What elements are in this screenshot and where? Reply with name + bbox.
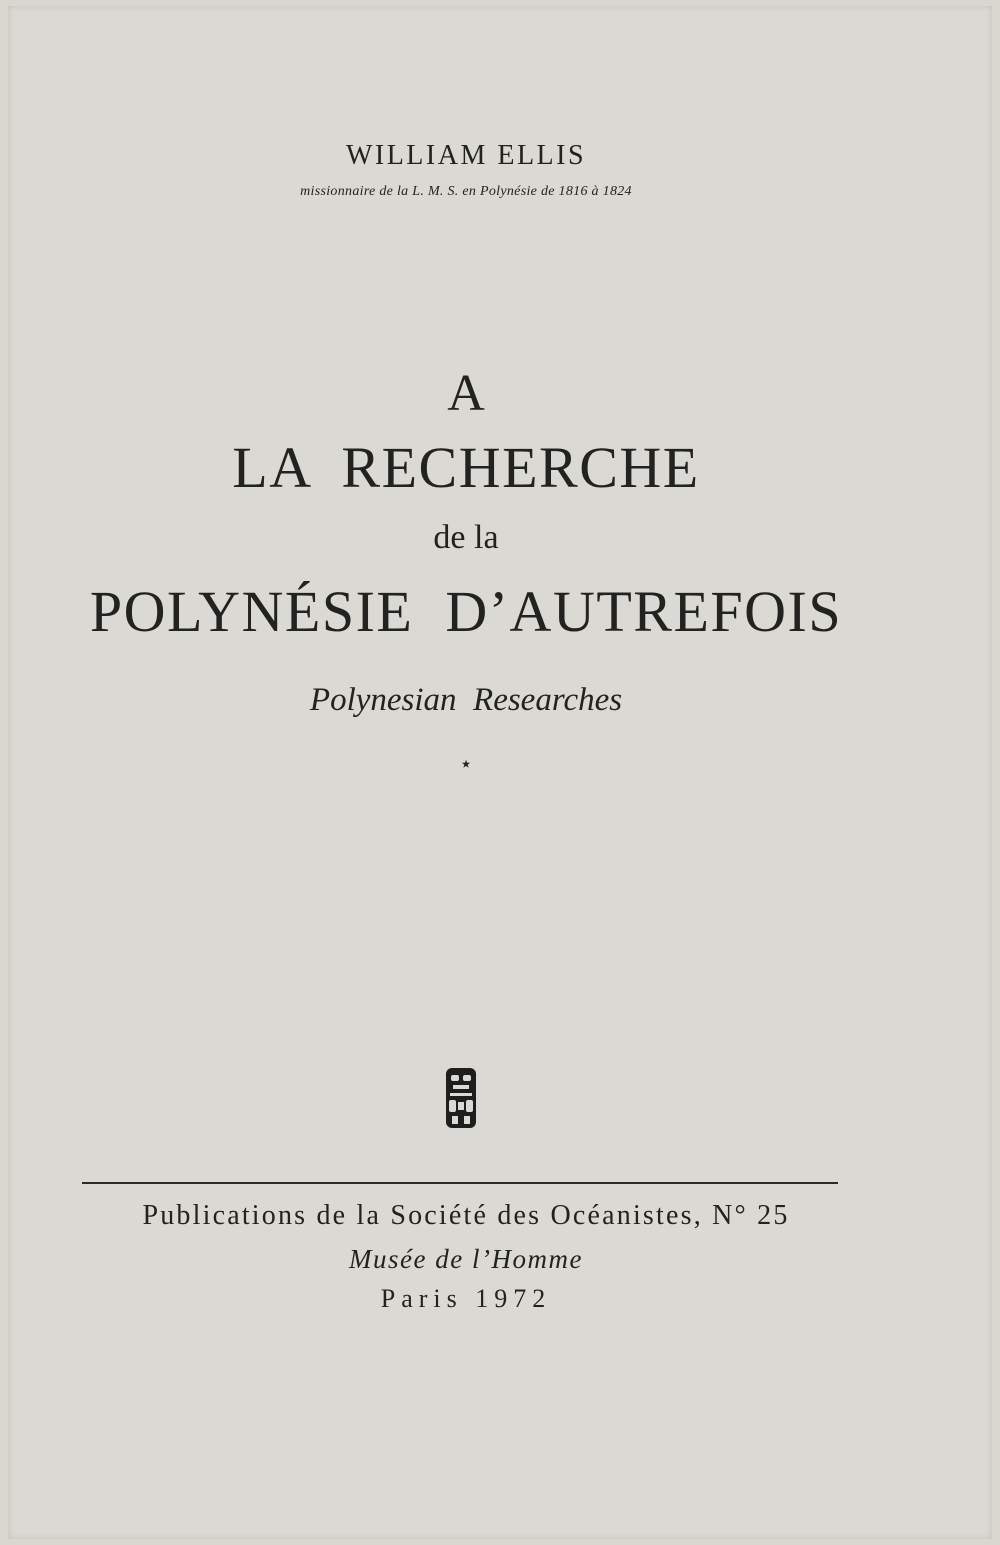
tiki-figure-icon (440, 1066, 482, 1130)
author-name: WILLIAM ELLIS (345, 140, 587, 171)
volume-star-mark: ⋆ (459, 751, 473, 776)
museum-line: Musée de l’Homme (349, 1244, 583, 1274)
author-role: missionnaire de la L. M. S. en Polynésie de 1816 à 1824 (300, 184, 632, 199)
title-page (8, 6, 992, 1539)
divider-rule (82, 1182, 838, 1184)
title-line-3: de la (433, 519, 499, 556)
title-line-2: LA RECHERCHE (232, 435, 700, 500)
title-line-4: POLYNÉSIE D’AUTREFOIS (89, 579, 843, 644)
place-year-line: Paris 1972 (380, 1284, 552, 1313)
subtitle: Polynesian Researches (309, 682, 623, 718)
title-line-1: A (447, 365, 485, 422)
publisher-line: Publications de la Société des Océanistes, N° 25 (142, 1200, 790, 1231)
